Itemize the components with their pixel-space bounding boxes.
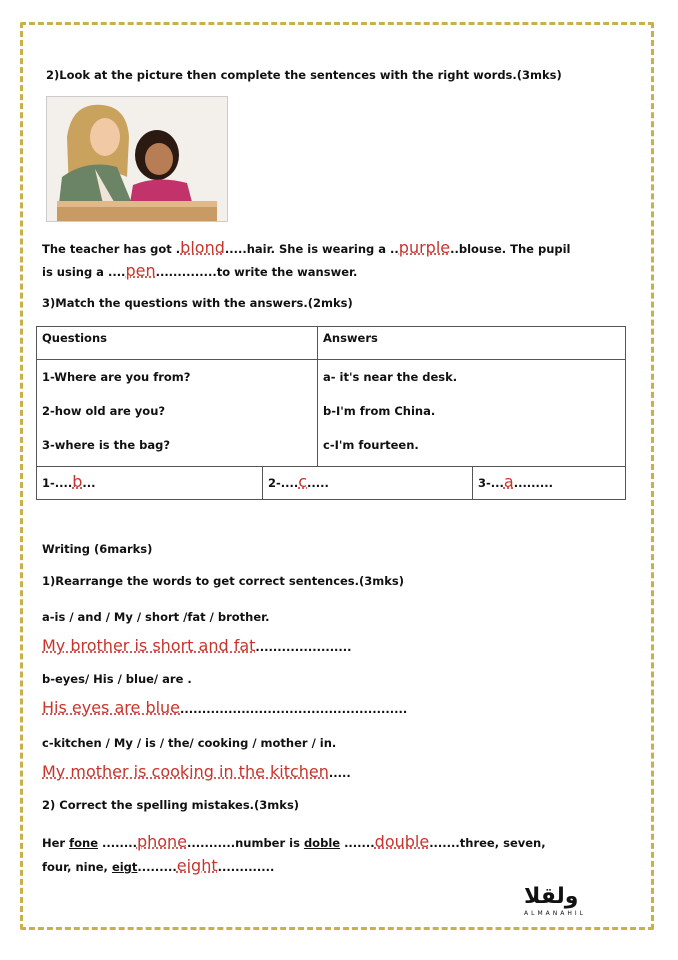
text-segment: ........ bbox=[98, 836, 137, 850]
q3-title: 3)Match the questions with the answers.(2mks) bbox=[42, 296, 353, 310]
rearrange-prompt-c: c-kitchen / My / is / the/ cooking / mother / in. bbox=[42, 736, 337, 750]
correction-double: double bbox=[374, 832, 430, 851]
rearrange-answer-c: My mother is cooking in the kitchen bbox=[42, 762, 329, 781]
match-cell-3 bbox=[473, 467, 625, 499]
spelling-line-2 bbox=[42, 856, 274, 875]
q2-sentence-line1 bbox=[42, 238, 571, 257]
classroom-photo bbox=[46, 96, 228, 222]
q2-title: 2)Look at the picture then complete the sentences with the right words.(3mks) bbox=[46, 68, 562, 82]
answer-c: c-I'm fourteen. bbox=[323, 438, 419, 452]
rearrange-answer-b-line bbox=[42, 698, 407, 717]
match-table bbox=[36, 326, 626, 467]
rearrange-answer-b: His eyes are blue bbox=[42, 698, 181, 717]
match-value-1: b bbox=[72, 472, 83, 491]
match-answers-row bbox=[36, 466, 626, 500]
match-label: 1-.... bbox=[42, 476, 73, 490]
dots: .................................................... bbox=[180, 702, 408, 716]
dots: ..... bbox=[328, 766, 351, 780]
match-cell-2 bbox=[263, 467, 473, 499]
almanahil-logo: ولقلا bbox=[524, 884, 579, 909]
text-segment: .......three, seven, bbox=[429, 836, 546, 850]
dots: ...................... bbox=[255, 640, 352, 654]
misspelled-doble: doble bbox=[303, 836, 341, 850]
correction-phone: phone bbox=[136, 832, 188, 851]
text-segment: four, nine, bbox=[42, 860, 112, 874]
answer-pen: pen bbox=[125, 261, 156, 280]
text-segment: ...........number is bbox=[187, 836, 304, 850]
rearrange-answer-a-line bbox=[42, 636, 352, 655]
rearrange-answer-c-line bbox=[42, 762, 351, 781]
answer-a: a- it's near the desk. bbox=[323, 370, 458, 384]
match-value-3: a bbox=[503, 472, 514, 491]
header-answers: Answers bbox=[318, 327, 626, 360]
match-dots: ..... bbox=[307, 476, 329, 490]
match-dots: ......... bbox=[513, 476, 554, 490]
question-2: 2-how old are you? bbox=[42, 404, 166, 418]
answer-b: b-I'm from China. bbox=[323, 404, 436, 418]
match-label: 2-.... bbox=[268, 476, 299, 490]
text-segment: ..............to write the wanswer. bbox=[155, 265, 358, 279]
spelling-line-1 bbox=[42, 832, 546, 851]
question-3: 3-where is the bag? bbox=[42, 438, 171, 452]
answers-cell bbox=[318, 360, 626, 467]
text-segment: .....hair. She is wearing a .. bbox=[224, 242, 399, 256]
answer-purple: purple bbox=[398, 238, 451, 257]
rearrange-prompt-b: b-eyes/ His / blue/ are . bbox=[42, 672, 192, 686]
question-1: 1-Where are you from? bbox=[42, 370, 191, 384]
match-cell-1 bbox=[37, 467, 263, 499]
header-questions: Questions bbox=[37, 327, 318, 360]
text-segment: is using a .... bbox=[42, 265, 126, 279]
q2-sentence-line2 bbox=[42, 261, 357, 280]
answer-blond: blond bbox=[180, 238, 225, 257]
questions-cell bbox=[37, 360, 318, 467]
match-label: 3-... bbox=[478, 476, 504, 490]
text-segment: Her bbox=[42, 836, 70, 850]
teacher-pupil-image bbox=[47, 97, 227, 221]
rearrange-title: 1)Rearrange the words to get correct sentences.(3mks) bbox=[42, 574, 405, 588]
text-segment: ..blouse. The pupil bbox=[450, 242, 571, 256]
rearrange-answer-a: My brother is short and fat bbox=[42, 636, 256, 655]
text-segment: The teacher has got . bbox=[42, 242, 181, 256]
match-value-2: c bbox=[298, 472, 308, 491]
writing-title: Writing (6marks) bbox=[42, 542, 153, 556]
match-dots: ... bbox=[82, 476, 96, 490]
rearrange-prompt-a: a-is / and / My / short /fat / brother. bbox=[42, 610, 270, 624]
text-segment: ....... bbox=[340, 836, 375, 850]
text-segment: ............. bbox=[217, 860, 275, 874]
misspelled-fone: fone bbox=[69, 836, 98, 850]
text-segment: ......... bbox=[137, 860, 177, 874]
misspelled-eigt: eigt bbox=[111, 860, 138, 874]
almanahil-logo-subtitle: ALMANAHIL bbox=[524, 910, 586, 917]
spelling-title: 2) Correct the spelling mistakes.(3mks) bbox=[42, 798, 300, 812]
correction-eight: eight bbox=[176, 856, 218, 875]
